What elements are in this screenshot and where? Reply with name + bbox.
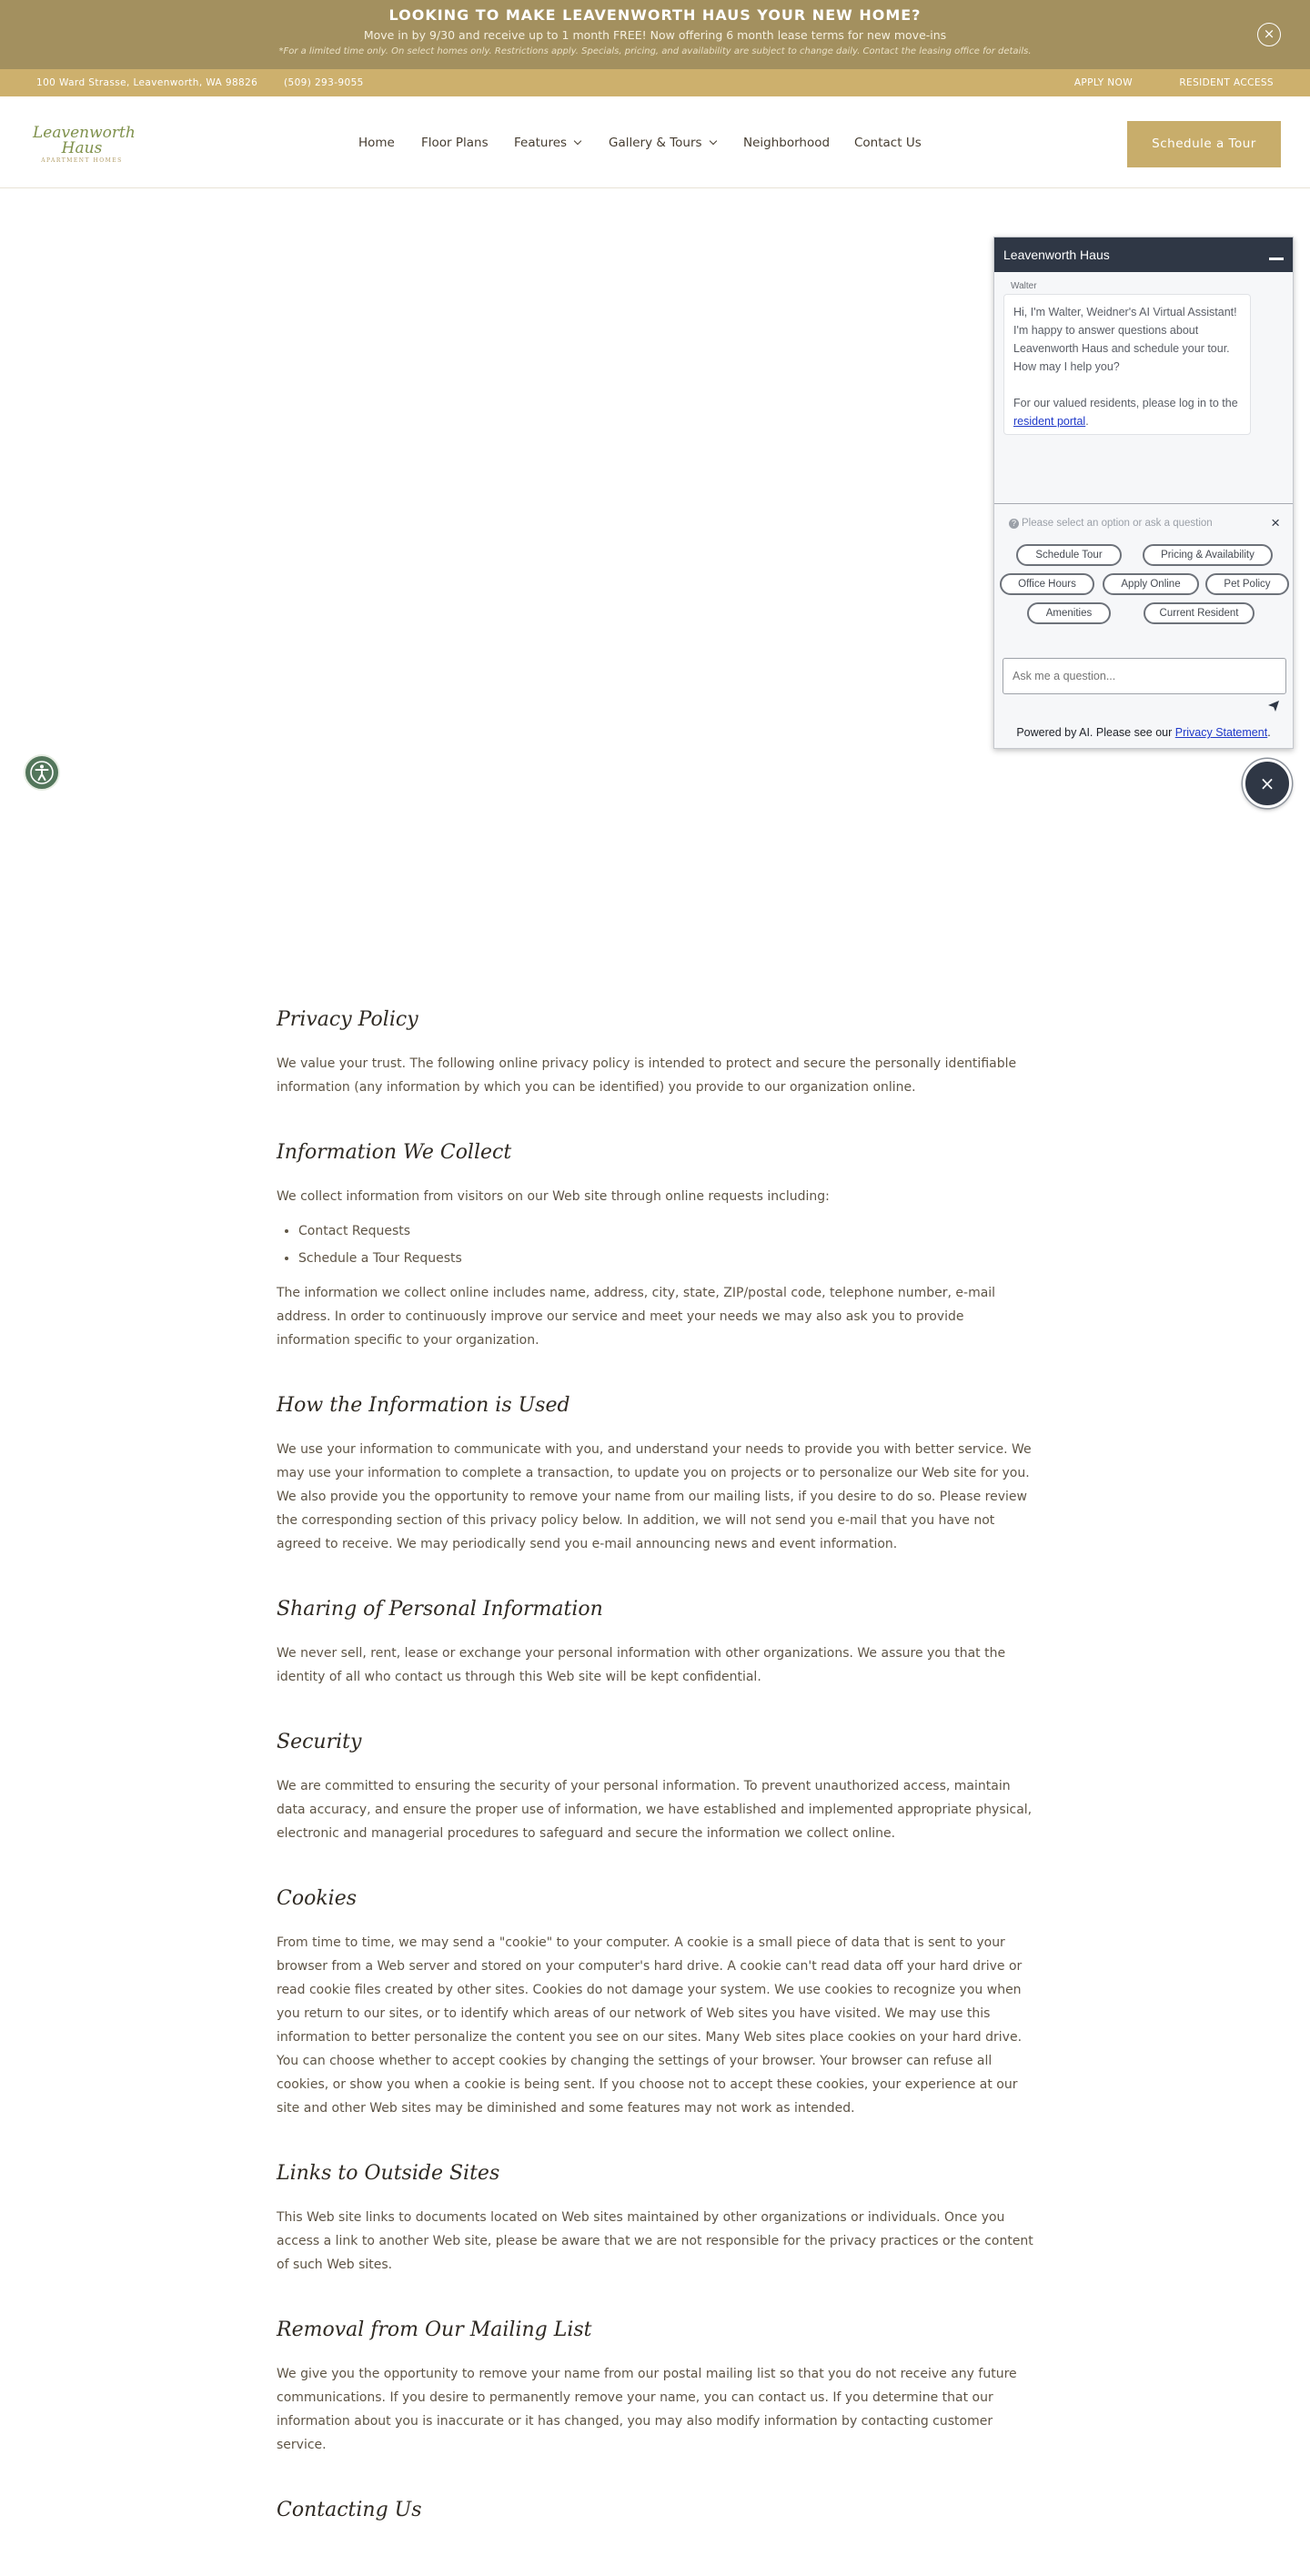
chat-title: Leavenworth Haus — [1003, 247, 1110, 262]
nav-item-home[interactable] — [358, 136, 395, 150]
phone-link[interactable]: (509) 293-9055 — [284, 77, 364, 88]
nav-item-floor-plans[interactable] — [421, 136, 489, 150]
option-apply-online[interactable]: Apply Online — [1103, 573, 1199, 595]
mailing-removal-text: We give you the opportunity to remove your name from our postal mailing list so that you do not receive any future communications. If you desire to permanently remove your name, you can contact us. If you determine that our information about you is inaccurate or it has changed, you may also modify information by contacting customer service. — [277, 2367, 1017, 2452]
sharing-text: We never sell, rent, lease or exchange your personal information with other organizations. We assure you that the identity of all who contact us through this Web site will be kept confidential. — [277, 1646, 1006, 1684]
chevron-down-icon — [574, 137, 581, 145]
question-icon: ? — [1009, 519, 1019, 529]
outside-links-heading: Links to Outside Sites — [277, 2162, 500, 2185]
send-glyph — [1267, 700, 1280, 712]
accessibility-figure — [29, 760, 55, 785]
chat-footer — [994, 726, 1293, 739]
cookies-heading: Cookies — [277, 1887, 357, 1910]
apply-now-link[interactable]: APPLY NOW — [1073, 77, 1133, 88]
nav-label: Neighborhood — [743, 136, 831, 150]
nav-label: Contact Us — [854, 136, 922, 150]
info-collect-heading: Information We Collect — [277, 1141, 512, 1164]
nav-label: Floor Plans — [421, 136, 489, 150]
collect-list — [298, 1217, 1037, 1272]
close-icon[interactable]: × — [1257, 23, 1281, 46]
logo[interactable] — [33, 124, 136, 164]
site-header — [0, 96, 1310, 188]
chat-toggle-close-icon[interactable]: × — [1243, 759, 1292, 808]
info-bar — [0, 69, 1310, 96]
cookies-text: From time to time, we may send a "cookie" to your computer. A cookie is a small piece of data that is sent to your browser from a Web server and stored on your computer's hard drive. A cookie can't read data off your hard drive or read cookie files created by other sites. Cookies do not damage your system. We use cookies to recognize you when you return to our sites, or to identify which areas of our network of Web sites you have visited. We may use this information to better personalize the content you see on our sites. Many Web sites place cookies on your hard drive. You can choose whether to accept cookies by changing the settings of your browser. Your browser can refuse all cookies, or show you when a cookie is being sent. If you choose not to accept these cookies, your experience at our site and other Web sites may be diminished and some features may not work as intended. — [277, 1935, 1023, 2116]
close-icon[interactable]: × — [1271, 514, 1280, 531]
chat-message — [1003, 294, 1251, 435]
privacy-content — [277, 1008, 1037, 2522]
option-office-hours[interactable]: Office Hours — [1000, 573, 1094, 595]
chat-widget — [993, 237, 1294, 749]
nav-item-contact-us[interactable] — [854, 136, 922, 150]
privacy-intro-text: We value your trust. The following online privacy policy is intended to protect and secure the personally identifiable information (any information by which you can be identified) you provide to our organization online. — [277, 1056, 1017, 1095]
logo-line2: Haus — [61, 139, 103, 157]
chat-header — [994, 237, 1293, 272]
chat-footer-text: Powered by AI. Please see our — [1016, 726, 1173, 739]
resident-note-text: For our valued residents, please log in to the — [1013, 397, 1238, 409]
list-item: • Schedule a Tour Requests — [298, 1245, 1037, 1272]
info-used-heading: How the Information is Used — [277, 1394, 570, 1417]
logo-tagline: APARTMENT HOMES — [41, 157, 123, 164]
info-collect-details: The information we collect online includes name, address, city, state, ZIP/postal code, telephone number, e-mail address. In order to continuously improve our service and meet your needs we may also ask you to provide information specific to your organization. — [277, 1286, 996, 1348]
privacy-statement-link[interactable]: Privacy Statement — [1174, 726, 1268, 739]
security-heading: Security — [277, 1731, 362, 1753]
mailing-removal-heading: Removal from Our Mailing List — [277, 2318, 592, 2341]
address-text: 100 Ward Strasse, Leavenworth, WA 98826 — [36, 77, 258, 88]
nav-label: Home — [358, 136, 395, 150]
resident-portal-link[interactable]: resident portal — [1013, 415, 1086, 428]
nav-label: Features — [514, 136, 568, 150]
send-icon[interactable] — [1267, 700, 1280, 717]
resident-access-link[interactable]: RESIDENT ACCESS — [1179, 77, 1274, 88]
option-current-resident[interactable]: Current Resident — [1144, 602, 1255, 624]
chat-greeting: Hi, I'm Walter, Weidner's AI Virtual Assistant! I'm happy to answer questions about Leavenworth Haus and schedule your tour. How may I help you? — [1013, 306, 1237, 373]
option-pet-policy[interactable]: Pet Policy — [1205, 573, 1289, 595]
contacting-heading: Contacting Us — [277, 2499, 422, 2521]
info-collect-text: We collect information from visitors on our Web site through online requests including: — [277, 1189, 830, 1204]
nav-item-neighborhood[interactable] — [743, 136, 830, 150]
schedule-tour-button[interactable]: Schedule a Tour — [1127, 121, 1281, 167]
nav-label: Gallery & Tours — [609, 136, 702, 150]
accessibility-icon[interactable] — [24, 754, 60, 791]
chat-prompt-text: Please select an option or ask a question — [1022, 518, 1213, 529]
nav-item-gallery-tours[interactable] — [609, 136, 716, 150]
minimize-icon[interactable] — [1269, 258, 1284, 260]
chat-input[interactable] — [1003, 658, 1286, 694]
nav-item-features[interactable] — [514, 136, 580, 150]
chat-divider — [994, 503, 1293, 504]
outside-links-text: This Web site links to documents located on Web sites maintained by other organizations or individuals. Once you access a link to another Web site, please be aware that we are not responsible for the privacy practices or the content of such Web sites. — [277, 2210, 1033, 2272]
chat-prompt — [1009, 518, 1213, 529]
list-item: • Contact Requests — [298, 1217, 1037, 1245]
chat-footer-end: . — [1267, 726, 1271, 739]
promo-fine-print: *For a limited time only. On select homes only. Restrictions apply. Specials, pricing, and availability are subject to change daily. Contact the leasing office for details. — [278, 46, 1032, 56]
logo-line1: Leavenworth — [33, 124, 136, 142]
security-text: We are committed to ensuring the security of your personal information. To prevent unauthorized access, maintain data accuracy, and ensure the proper use of information, we have established and implemented appropriate physical, electronic and managerial procedures to safeguard and secure the information we collect online. — [277, 1779, 1033, 1841]
sharing-heading: Sharing of Personal Information — [277, 1598, 603, 1621]
promo-subtitle: Move in by 9/30 and receive up to 1 month FREE! Now offering 6 month lease terms for new move-ins — [363, 28, 947, 42]
promo-title: LOOKING TO MAKE LEAVENWORTH HAUS YOUR NEW HOME? — [388, 6, 922, 24]
info-used-text: We use your information to communicate with you, and understand your needs to provide you with better service. We may use your information to complete a transaction, to update you on projects or to personalize our Web site for you. We also provide you the opportunity to remove your name from our mailing lists, if you desire to do so. Please review the corresponding section of this privacy policy below. In addition, we will not send you e-mail that you have not agreed to receive. We may periodically send you e-mail announcing news and event information. — [277, 1442, 1032, 1551]
chevron-down-icon — [709, 137, 716, 145]
promo-banner — [0, 0, 1310, 69]
chat-resident-note — [1013, 394, 1241, 430]
option-schedule-tour[interactable]: Schedule Tour — [1016, 544, 1122, 566]
option-pricing-availability[interactable]: Pricing & Availability — [1143, 544, 1273, 566]
chat-agent-name: Walter — [1011, 281, 1037, 291]
resident-note-end: . — [1085, 415, 1089, 428]
option-amenities[interactable]: Amenities — [1027, 602, 1111, 624]
privacy-policy-heading: Privacy Policy — [277, 1008, 418, 1031]
